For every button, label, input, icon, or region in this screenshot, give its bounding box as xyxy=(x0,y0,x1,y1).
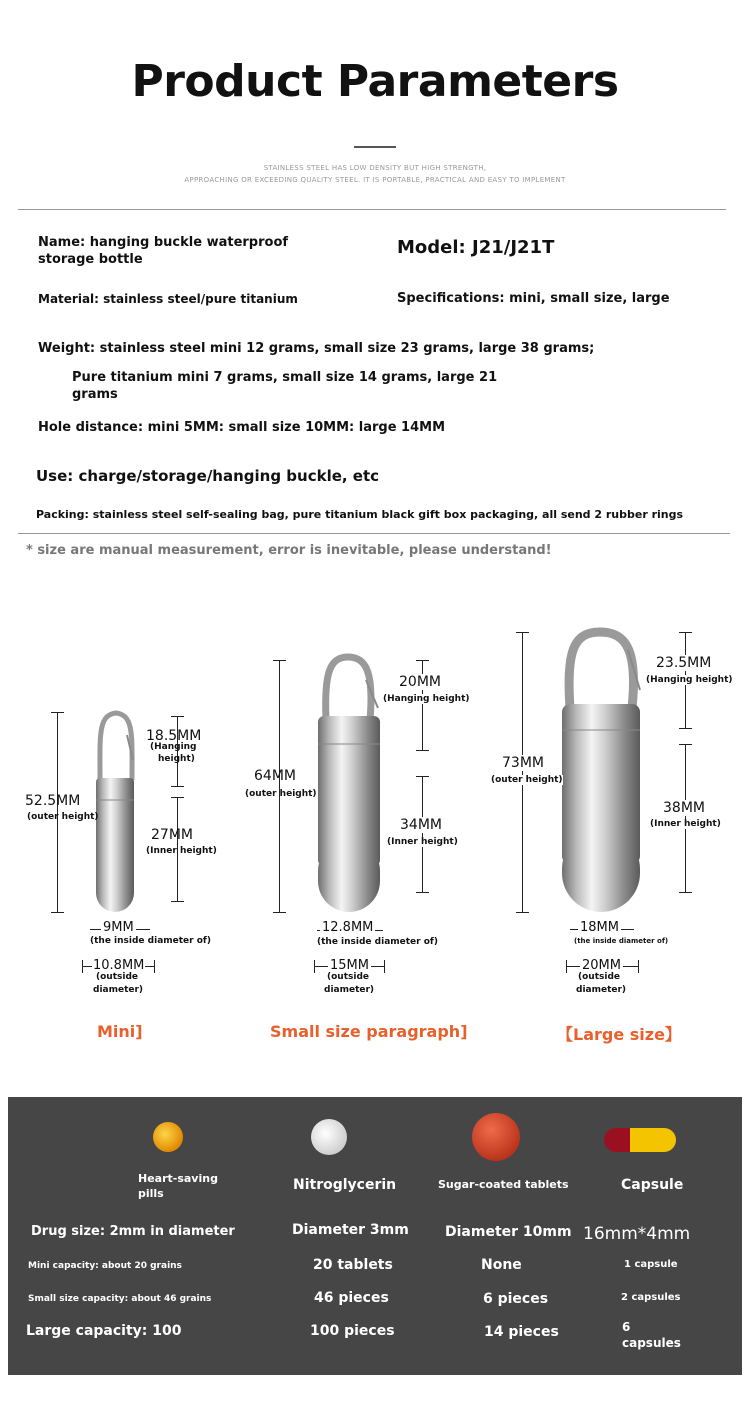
mini-outer-height-value: 52.5MM xyxy=(25,793,81,809)
mini-capacity-label: Mini capacity: about 20 grains xyxy=(28,1261,182,1271)
small-capacity-label: Small size capacity: about 46 grains xyxy=(28,1294,212,1304)
drug-size-sugar-coated: Diameter 10mm xyxy=(445,1224,572,1240)
small-outside-tick-left xyxy=(314,960,315,973)
large-inner-tick-top xyxy=(679,744,692,745)
large-inner-value: 38MM xyxy=(663,800,705,816)
mini-hanging-tick-top xyxy=(171,716,184,717)
large-outer-height-label: (outer height) xyxy=(491,775,563,785)
mini-outside-tick-right xyxy=(154,960,155,973)
large-outside-tick-right xyxy=(638,960,639,973)
heart-saving-pill-icon xyxy=(153,1122,183,1152)
large-outside-label1: (outside xyxy=(578,972,620,982)
large-inner-label: (Inner height) xyxy=(650,819,721,829)
pill-name-heart-saving-2: pills xyxy=(138,1187,164,1200)
spec-use: Use: charge/storage/hanging buckle, etc xyxy=(36,467,380,485)
large-hanging-value: 23.5MM xyxy=(656,655,712,671)
mini-outside-label1: (outside xyxy=(96,972,138,982)
large-inside-diameter-value: 18MM xyxy=(580,920,619,935)
spec-hole-distance: Hole distance: mini 5MM: small size 10MM: large 14MM xyxy=(38,420,446,435)
large-capacity-sugar-coated: 14 pieces xyxy=(484,1324,559,1340)
mini-capacity-nitroglycerin: 20 tablets xyxy=(313,1257,393,1273)
large-capacity-capsule-1: 6 xyxy=(622,1320,631,1334)
small-outside-label1: (outside xyxy=(327,972,369,982)
large-outside-label2: diameter) xyxy=(576,985,627,995)
mini-outer-tick-top xyxy=(51,712,64,713)
mini-outside-diameter-value: 10.8MM xyxy=(93,958,145,973)
small-hanging-label: (Hanging height) xyxy=(383,694,470,704)
mini-inner-tick-bottom xyxy=(171,901,184,902)
pill-name-heart-saving-1: Heart-saving xyxy=(138,1172,218,1185)
small-size-name: Small size paragraph] xyxy=(270,1022,468,1041)
pill-name-sugar-coated: Sugar-coated tablets xyxy=(438,1178,569,1191)
large-outside-tick-left xyxy=(566,960,567,973)
small-hanging-tick-top xyxy=(416,660,429,661)
large-capacity-nitroglycerin: 100 pieces xyxy=(310,1323,395,1339)
sugar-coated-tablet-icon xyxy=(472,1113,520,1161)
subtitle-line-2: APPROACHING OR EXCEEDING QUALITY STEEL. IT IS PORTABLE, PRACTICAL AND EASY TO IMPLEMENT xyxy=(184,176,566,184)
large-hanging-tick-top xyxy=(679,632,692,633)
large-size-name: 【Large size】 xyxy=(557,1025,681,1044)
large-inner-tick-bottom xyxy=(679,892,692,893)
small-inner-value: 34MM xyxy=(400,817,442,833)
large-outside-diameter-value: 20MM xyxy=(582,958,621,973)
small-capacity-sugar-coated: 6 pieces xyxy=(483,1291,549,1307)
spec-specifications: Specifications: mini, small size, large xyxy=(397,291,670,306)
spec-material: Material: stainless steel/pure titanium xyxy=(38,292,298,306)
large-inner-line xyxy=(685,744,686,892)
mini-outside-label2: diameter) xyxy=(93,985,144,995)
small-hanging-tick-bottom xyxy=(416,750,429,751)
large-inside-diameter-label: (the inside diameter of) xyxy=(574,937,669,945)
mini-hanging-tick-bottom xyxy=(171,786,184,787)
mini-inside-diameter-label: (the inside diameter of) xyxy=(90,936,211,946)
spec-name-line1: Name: hanging buckle waterproof xyxy=(38,235,289,250)
mini-bottle xyxy=(96,713,134,912)
measurement-note: * size are manual measurement, error is inevitable, please understand! xyxy=(26,543,552,558)
small-inside-diameter-value: 12.8MM xyxy=(322,920,374,935)
small-capacity-nitroglycerin: 46 pieces xyxy=(314,1290,389,1306)
small-outer-height-label: (outer height) xyxy=(245,789,317,799)
large-bottle xyxy=(562,632,640,912)
pill-illustrations xyxy=(0,1100,750,1180)
large-capacity-capsule-2: capsules xyxy=(622,1336,681,1350)
large-hanging-label: (Hanging height) xyxy=(646,675,733,685)
nitroglycerin-pill-icon xyxy=(311,1119,347,1155)
small-outside-label2: diameter) xyxy=(324,985,375,995)
drug-size-capsule: 16mm*4mm xyxy=(583,1224,691,1244)
small-inside-diameter-label: (the inside diameter of) xyxy=(317,937,438,947)
large-capacity-label: Large capacity: 100 xyxy=(26,1323,182,1339)
mini-capacity-capsule: 1 capsule xyxy=(624,1259,678,1270)
drug-size-nitroglycerin: Diameter 3mm xyxy=(292,1222,409,1238)
small-outside-tick-right xyxy=(384,960,385,973)
capsule-icon xyxy=(604,1128,676,1152)
large-outer-tick-bottom xyxy=(516,912,529,913)
small-inner-tick-bottom xyxy=(416,892,429,893)
small-inner-line xyxy=(422,776,423,892)
small-bottle xyxy=(318,657,380,912)
mini-inside-diameter-value: 9MM xyxy=(103,920,134,935)
large-outer-height-line xyxy=(522,632,523,912)
mini-size-name: Mini] xyxy=(97,1022,143,1041)
small-inner-tick-top xyxy=(416,776,429,777)
page-title: Product Parameters xyxy=(131,56,619,107)
small-outer-tick-top xyxy=(273,660,286,661)
large-outer-tick-top xyxy=(516,632,529,633)
spec-name-line2: storage bottle xyxy=(38,252,143,267)
small-outer-height-value: 64MM xyxy=(254,768,296,784)
mini-hanging-label1: (Hanging xyxy=(150,742,197,752)
spec-model: Model: J21/J21T xyxy=(397,237,555,258)
small-capacity-capsule: 2 capsules xyxy=(621,1292,681,1303)
spec-weight: Weight: stainless steel mini 12 grams, small size 23 grams, large 38 grams; xyxy=(38,341,595,356)
mini-outer-height-label: (outer height) xyxy=(27,812,99,822)
mini-inner-value: 27MM xyxy=(151,827,193,843)
mini-capacity-sugar-coated: None xyxy=(481,1257,522,1273)
spec-weight-ti-line2: grams xyxy=(72,387,118,402)
large-outer-height-value: 73MM xyxy=(502,755,544,771)
small-inner-label: (Inner height) xyxy=(387,837,458,847)
subtitle-line-1: STAINLESS STEEL HAS LOW DENSITY BUT HIGH STRENGTH, xyxy=(263,164,487,172)
mini-inner-tick-top xyxy=(171,797,184,798)
mini-hanging-value: 18.5MM xyxy=(146,728,202,744)
small-outer-height-line xyxy=(279,660,280,912)
small-outer-tick-bottom xyxy=(273,912,286,913)
pill-name-capsule: Capsule xyxy=(621,1177,684,1193)
mini-outside-tick-left xyxy=(82,960,83,973)
pill-name-nitroglycerin: Nitroglycerin xyxy=(293,1177,397,1193)
mini-hanging-label2: height) xyxy=(158,754,195,764)
large-hanging-tick-bottom xyxy=(679,728,692,729)
mini-outer-tick-bottom xyxy=(51,912,64,913)
small-hanging-value: 20MM xyxy=(399,674,441,690)
spec-weight-ti-line1: Pure titanium mini 7 grams, small size 14 grams, large 21 xyxy=(72,370,498,385)
small-outside-diameter-value: 15MM xyxy=(330,958,369,973)
mini-inner-label: (Inner height) xyxy=(146,846,217,856)
drug-size-label: Drug size: 2mm in diameter xyxy=(31,1224,235,1239)
spec-packing: Packing: stainless steel self-sealing bag, pure titanium black gift box packaging, all send 2 rubber rings xyxy=(36,508,684,521)
